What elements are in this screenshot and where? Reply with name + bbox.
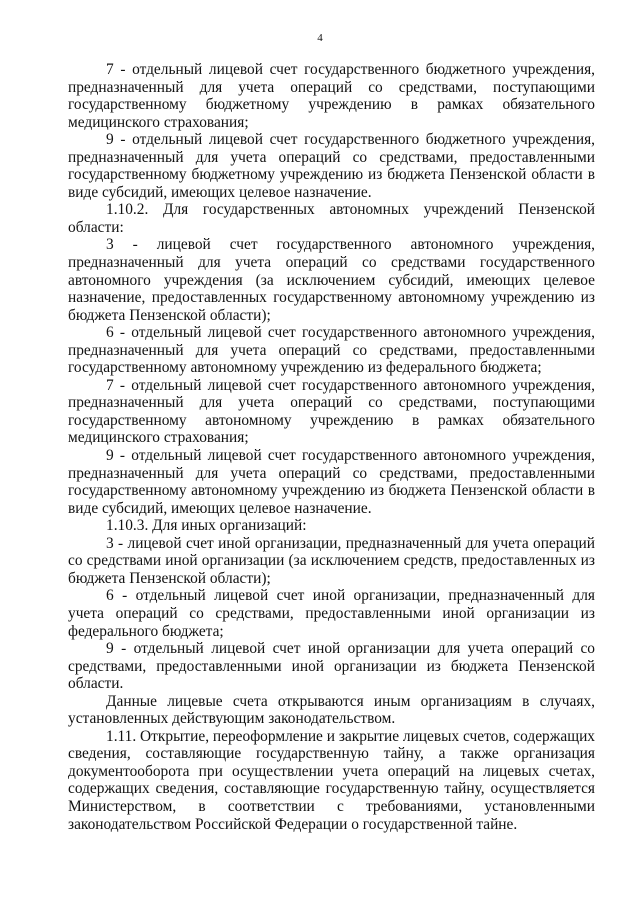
document-body — [68, 61, 595, 833]
section-heading-1-10-3: 1.10.3. Для иных организаций: — [106, 517, 307, 535]
paragraph-autonomous-account-9: 9 - отдельный лицевой счет государственного автономного учреждения, предназначенный для учета операций со средствами, предоставленными государственному автономному учреждению из бюджета Пензенской области в виде субсидий, имеющих целевое назначение. — [68, 447, 595, 517]
paragraph-budget-account-9: 9 - отдельный лицевой счет государственного бюджетного учреждения, предназначенный для учета операций со средствами, предоставленными государственному бюджетному учреждению из бюджета Пензенской области в виде субсидий, имеющих целевое назначение. — [68, 131, 595, 201]
paragraph-other-org-account-9: 9 - отдельный лицевой счет иной организации для учета операций со средствами, предоставленными иной организации из бюджета Пензенской области. — [68, 640, 595, 693]
paragraph-other-org-account-6: 6 - отдельный лицевой счет иной организации, предназначенный для учета операций со средствами, предоставленными иной организации из федерального бюджета; — [68, 587, 595, 640]
section-1-11: 1.11. Открытие, переоформление и закрытие лицевых счетов, содержащих сведения, составляющие государственную тайну, а также организация документооборота при осуществлении учета операций на лицевых счетах, содержащих сведения, составляющие государственную тайну, осуществляется Министерством, в соответствии с требованиями, установленными законодательством Российской Федерации о государственной тайне. — [68, 727, 595, 833]
paragraph-other-org-account-3: 3 - лицевой счет иной организации, предназначенный для учета операций со средствами иной организации (за исключением средств, предоставленных из бюджета Пензенской области); — [68, 534, 595, 587]
paragraph-autonomous-account-3: 3 - лицевой счет государственного автономного учреждения, предназначенный для учета операций со средствами государственного автономного учреждения (за исключением субсидий, имеющих целевое назначение, предоставленных государственному автономному учреждению из бюджета Пензенской области); — [68, 236, 595, 324]
section-heading-1-10-2: 1.10.2. Для государственных автономных учреждений Пензенской области: — [68, 201, 595, 236]
paragraph-budget-account-7: 7 - отдельный лицевой счет государственного бюджетного учреждения, предназначенный для учета операций со средствами, поступающими государственному бюджетному учреждению в рамках обязательного медицинского страхования; — [68, 61, 595, 131]
paragraph-autonomous-account-7: 7 - отдельный лицевой счет государственного автономного учреждения, предназначенный для учета операций со средствами, поступающими государственному автономному учреждению в рамках обязательного медицинского страхования; — [68, 376, 595, 447]
paragraph-other-org-note: Данные лицевые счета открываются иным организациям в случаях, установленных действующим законодательством. — [68, 692, 595, 728]
paragraph-autonomous-account-6: 6 - отдельный лицевой счет государственного автономного учреждения, предназначенный для учета операций со средствами, предоставленными государственному автономному учреждению из федерального бюджета; — [68, 324, 595, 377]
page-number: 4 — [317, 32, 323, 44]
